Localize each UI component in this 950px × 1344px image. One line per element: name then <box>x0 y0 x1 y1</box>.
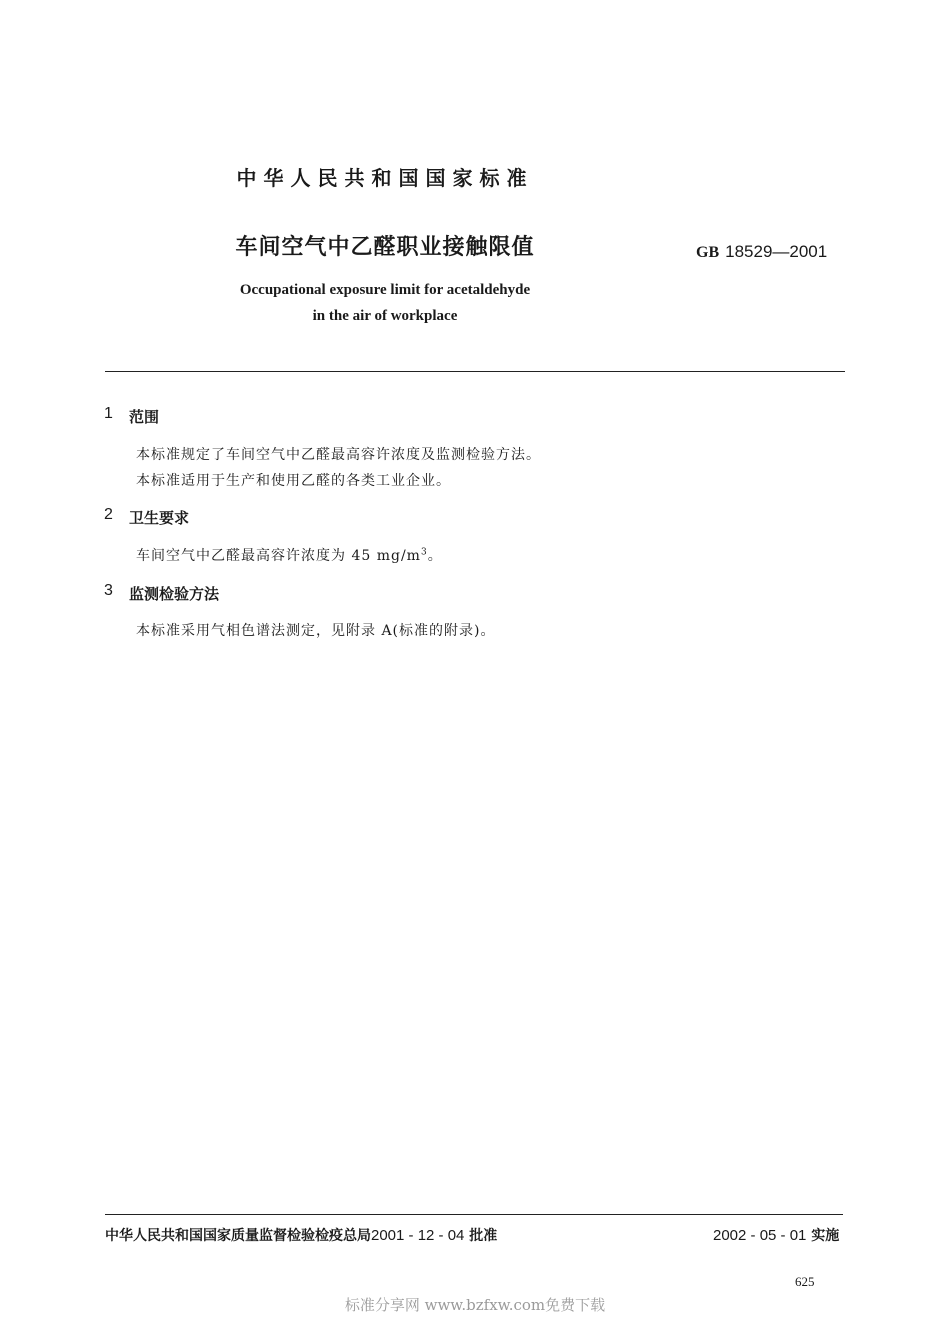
effective-date: 2002 - 05 - 01 <box>713 1227 807 1244</box>
section-2-title: 卫生要求 <box>129 509 190 527</box>
effective-line <box>713 1225 839 1245</box>
section-1-number: 1 <box>104 405 113 422</box>
section-1-paragraph-1: 本标准规定了车间空气中乙醛最高容许浓度及监测检验方法。 <box>136 447 541 463</box>
approval-label: 批准 <box>469 1228 498 1244</box>
footer-divider <box>105 1214 843 1215</box>
watermark-text: 标准分享网 www.bzfxw.com免费下载 <box>344 1296 606 1314</box>
english-title-line-2: in the air of workplace <box>312 308 458 324</box>
issuing-authority: 中华人民共和国国家质量监督检验检疫总局 <box>105 1228 371 1244</box>
section-2-paragraph-end: 。 <box>427 548 443 564</box>
standard-code-number: 18529—2001 <box>725 242 828 261</box>
document-title: 车间空气中乙醛职业接触限值 <box>235 235 535 260</box>
english-title-line-1: Occupational exposure limit for acetaldehyde <box>239 282 531 298</box>
standard-code <box>696 242 827 262</box>
section-1-paragraph-2: 本标准适用于生产和使用乙醛的各类工业企业。 <box>136 473 451 489</box>
section-3-title: 监测检验方法 <box>129 585 220 603</box>
section-1-title: 范围 <box>129 408 160 426</box>
national-standard-heading: 中华人民共和国国家标准 <box>236 166 534 190</box>
approval-date: 2001 - 12 - 04 <box>371 1227 465 1244</box>
section-2-paragraph <box>136 545 443 565</box>
page-number: 625 <box>795 1274 815 1289</box>
section-2-unit-exponent: 3 <box>420 547 428 558</box>
approval-line <box>105 1225 497 1245</box>
section-2-number: 2 <box>104 506 113 523</box>
effective-label: 实施 <box>811 1228 840 1244</box>
section-3-number: 3 <box>104 582 113 599</box>
section-2-paragraph-text: 车间空气中乙醛最高容许浓度为 45 mg/m <box>136 548 421 564</box>
standard-code-prefix: GB <box>696 244 720 261</box>
section-3-paragraph: 本标准采用气相色谱法测定，见附录 A(标准的附录)。 <box>136 623 496 639</box>
header-divider <box>105 371 845 372</box>
